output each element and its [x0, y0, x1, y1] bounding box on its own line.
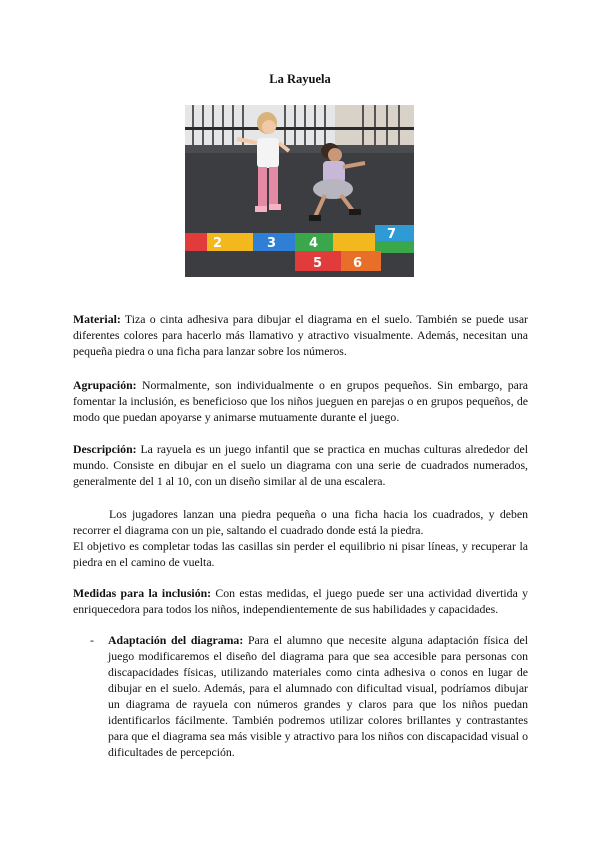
agrupacion-text: Normalmente, son individualmente o en grupos pequeños. Sin embargo, para fomentar la inclusión, es beneficioso que los niños jueguen en parejas o en grupos pequeños, de modo que puedan apoyarse y animarse mutuamente durante el juego.: [73, 378, 528, 424]
agrupacion-paragraph: [73, 377, 528, 425]
descripcion-label: Descripción:: [73, 442, 137, 456]
square-number: 4: [309, 236, 319, 251]
list-item: [73, 632, 528, 760]
medidas-label: Medidas para la inclusión:: [73, 586, 212, 600]
list-item-text: Para el alumno que necesite alguna adaptación física del juego modificaremos el diseño del diagrama para que sea accesible para personas con discapacidades físicas, utilizando materiales como cinta adhesiva o conos en lugar de dibujar en el suelo. Además, para el alumnado con dificultad visual, podríamos dibujar un diagrama de rayuela con números grandes y claros para que los niños puedan identificarlos fácilmente. También podremos utilizar colores brillantes y contrastantes para que el diagrama sea más visible y atractivo para los niños con discapacidad visual o dificultades de percepción.: [108, 633, 528, 759]
medidas-text: Con estas medidas, el juego puede ser una actividad divertida y enriquecedora para todos los niños, independientemente de sus habilidades y capacidades.: [73, 586, 529, 616]
list-item-label: Adaptación del diagrama:: [108, 633, 244, 647]
square-number: 6: [353, 256, 363, 271]
square-number: 7: [387, 227, 397, 242]
list-bullet: -: [90, 633, 94, 647]
square-number: 5: [313, 256, 323, 271]
jugadores-text-2: El objetivo es completar todas las casillas sin perder el equilibrio ni pisar líneas, y recuperar la piedra en el camino de vuelta.: [73, 539, 528, 569]
jugadores-paragraph: [73, 506, 528, 570]
hopscotch-photo: [185, 105, 414, 277]
jugadores-text-1: Los jugadores lanzan una piedra pequeña o una ficha hacia los cuadrados, y deben recorrer el diagrama con un pie, saltando el cuadrado donde está la piedra.: [73, 507, 528, 537]
descripcion-paragraph: [73, 441, 528, 489]
material-paragraph: [73, 311, 528, 359]
square-number: 3: [267, 236, 277, 251]
square-number: 2: [213, 236, 223, 251]
descripcion-text: La rayuela es un juego infantil que se practica en muchas culturas alrededor del mundo. Consiste en dibujar en el suelo un diagrama con una serie de cuadrados numerados, generalmente del 1 al 10, con un diseño similar al de una escalera.: [73, 442, 528, 488]
inclusion-measures-list: [73, 632, 528, 760]
medidas-paragraph: [73, 585, 528, 617]
material-label: Material:: [73, 312, 121, 326]
material-text: Tiza o cinta adhesiva para dibujar el diagrama en el suelo. También se puede usar diferentes colores para hacerlo más llamativo y atractivo visualmente. Además, necesitan una pequeña piedra o una ficha para lanzar sobre los números.: [73, 312, 528, 358]
agrupacion-label: Agrupación:: [73, 378, 137, 392]
page-title: La Rayuela: [269, 72, 331, 86]
